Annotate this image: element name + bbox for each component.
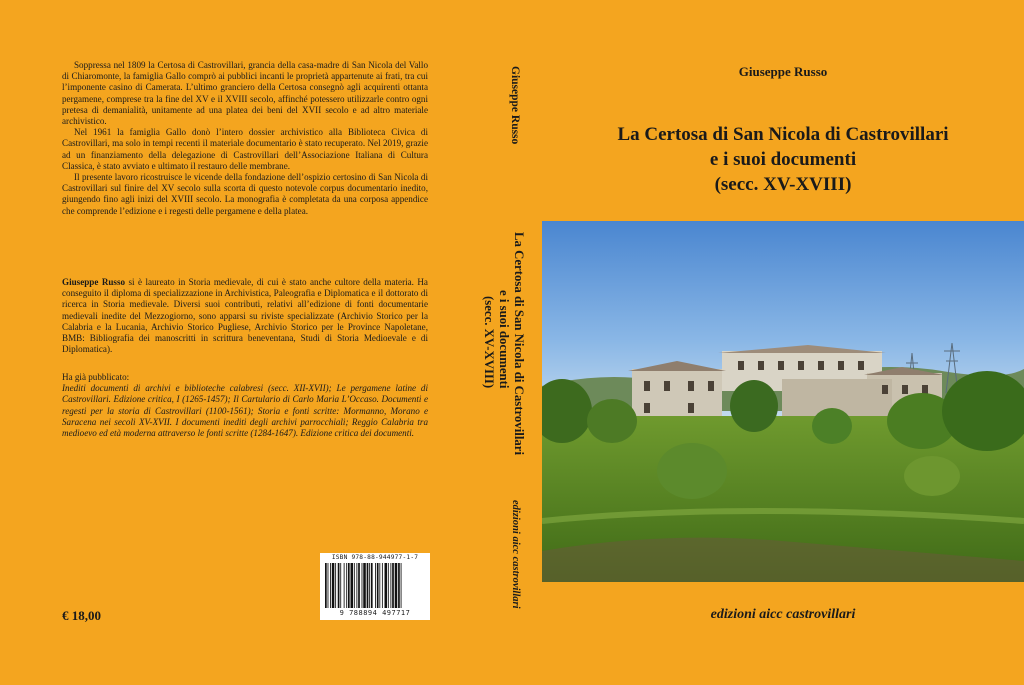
barcode-bars-icon — [325, 563, 425, 608]
blurb-paragraph-1: Soppressa nel 1809 la Certosa di Castrovillari, grancia della casa-madre di San Nicola del Vallo di Chiaromonte, la famiglia Gallo comprò ai pubblici incanti le proprietà appartenute ai frati, tra cui l’imponente casino di Camerata. L’ultimo granciero della Certosa consegnò agli acquirenti ottanta pergamene, comprese tra la fine del XV e il XVIII secolo, affinché potessero utilizzarle contro ogni pretesa di demanialità, unitamente ad una platea dei beni del XVII secolo e ad altro materiale archivistico. — [62, 60, 428, 127]
isbn-barcode — [320, 553, 430, 620]
isbn-label: ISBN 978-88-944977-1-7 — [331, 554, 419, 561]
spine-publisher: edizioni aicc castrovillari — [510, 500, 521, 609]
certosa-building-photo — [542, 221, 1024, 582]
spine-title-line-3: (secc. XV-XVIII) — [482, 296, 496, 389]
front-author: Giuseppe Russo — [738, 64, 828, 79]
front-publisher: edizioni aicc castrovillari — [710, 607, 856, 622]
back-cover-blurb — [62, 60, 428, 217]
blurb-paragraph-3: Il presente lavoro ricostruisce le vicende della fondazione dell’ospizio certosino di San Nicola di Castrovillari sul finire del XV secolo sulla scorta di questo notevole corpus documentario inedito, giungendo fino agli inizi del XVIII secolo. La monografia è completata da una corposa appendice che comprende l’edizione e i regesti delle pergamene e della platea. — [62, 172, 428, 216]
author-bio-text: si è laureato in Storia medievale, di cui è stato anche cultore della materia. Ha conseguito il diploma di specializzazione in Archivistica, Paleografia e Diplomatica e il dottorato di ricerca in Storia medievale. Diversi suoi contributi, relativi all’edizione di fonti documentarie medievali inedite del Mezzogiorno, sono apparsi su riviste specializzate (Archivio Storico per la Calabria e la Lucania, Archivio Storico Pugliese, Archivio Storico per le Province Napoletane, BMB: Bibliografia dei manoscritti in scrittura beneventana, Studi di Storia Medioevale e di Diplomatica). — [62, 277, 428, 355]
cover-photo — [542, 221, 1024, 582]
blurb-paragraph-2: Nel 1961 la famiglia Gallo donò l’intero dossier archivistico alla Biblioteca Civica di Castrovillari, ma solo in tempi recenti il materiale documentario è stato recuperato. Nel 2019, grazie ad un finanziamento della delegazione di Castrovillari dell’Associazione Italiana di Cultura Classica, è stato avviato e ultimato il restauro delle membrane. — [62, 127, 428, 171]
price-label: € 18,00 — [62, 608, 101, 623]
front-title-line-3: (secc. XV-XVIII) — [714, 174, 852, 195]
spine-author: Giuseppe Russo — [509, 66, 521, 145]
front-title-line-2: e i suoi documenti — [709, 149, 857, 170]
spine-title-line-2: e i suoi documenti — [497, 290, 511, 389]
previous-publications-list: Inediti documenti di archivi e biblioteche calabresi (secc. XII-XVII); Le pergamene latine di Castrovillari. Edizione critica, I (1265-1457); Il Cartulario di Carlo Maria L’Occaso. Documenti e regesti per la storia di Castrovillari (1100-1561); Storia e fonti scritte: Mormanno, Morano e Saracena nei secoli XV-XVII. I documenti inediti degli archivi parrocchiali; Reggio Calabria tra medioevo ed età moderna attraverso le fonti scritte (1284-1647). Edizione critica dei documenti. — [62, 383, 428, 439]
front-title — [542, 122, 1024, 197]
previous-publications-heading: Ha già pubblicato: — [62, 372, 130, 382]
previous-publications — [62, 372, 428, 439]
author-bio — [62, 277, 428, 355]
author-bio-paragraph — [62, 277, 428, 355]
author-bio-name: Giuseppe Russo — [62, 277, 126, 287]
barcode-number: 9 788894 497717 — [339, 609, 411, 617]
spine-title-line-1: La Certosa di San Nicola di Castrovillari — [512, 232, 526, 456]
front-title-line-1: La Certosa di San Nicola di Castrovillari — [617, 124, 949, 145]
